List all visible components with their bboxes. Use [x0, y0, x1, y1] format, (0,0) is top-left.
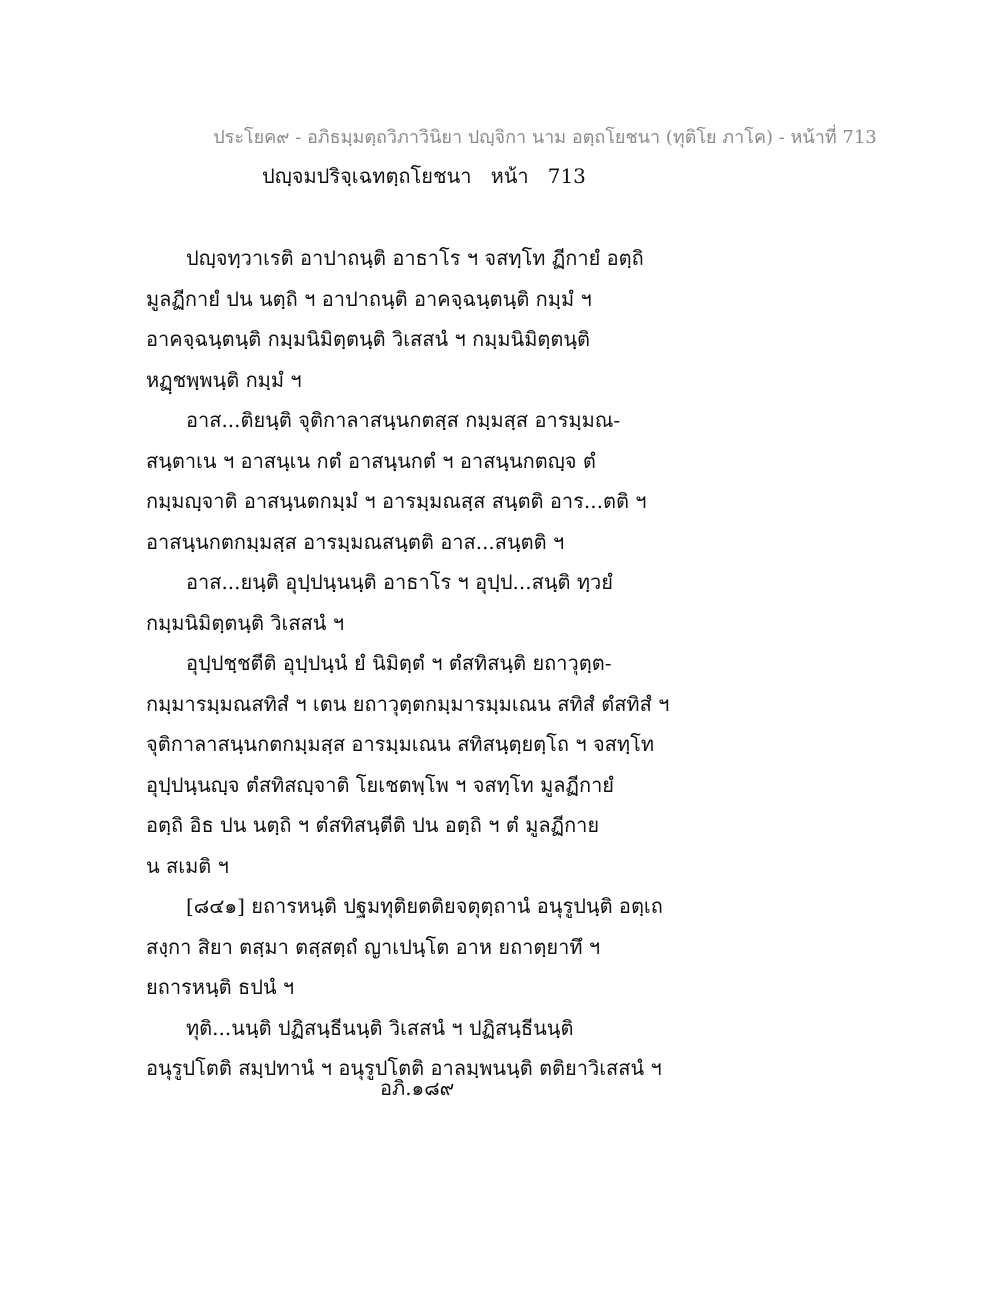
text-line: จุติกาลาสนฺนกตกมฺมสฺส อารมฺมเณน สทิสนฺตฺยตฺโถ ฯ จสทฺโท [146, 732, 654, 756]
text-line: สนฺตาเน ฯ อาสนฺเน กตํ อาสนฺนกตํ ฯ อาสนฺนกตญฺจ ตํ [146, 448, 596, 473]
running-header: ประโยค๙ - อภิธมฺมตฺถวิภาวินิยา ปญฺจิกา นาม อตฺถโยชนา (ทุติโย ภาโค) - หน้าที่ 713 [213, 127, 877, 148]
text-line: อุปฺปนฺนญฺจ ตํสทิสญฺจาติ โยเชตพฺโพ ฯ จสทฺโท มูลฏีกายํ [146, 772, 615, 797]
text-line: มูลฏีกายํ ปน นตฺถิ ฯ อาปาถนฺติ อาคจฺฉนฺตนฺติ กมฺมํ ฯ [146, 286, 592, 311]
text-line: อุปฺปชฺชตีติ อุปฺปนฺนํ ยํ นิมิตฺตํ ฯ ตํสทิสนฺติ ยถาวุตฺต- [186, 651, 612, 675]
page-label: หน้า [490, 164, 529, 188]
page-heading [262, 160, 586, 192]
text-line: อาส...ติยนฺติ จุติกาลาสนฺนกตสฺส กมฺมสฺส อารมฺมณ- [186, 408, 621, 432]
text-line: อาสนฺนกตกมฺมสฺส อารมฺมณสนฺตติ อาส...สนฺตติ ฯ [146, 529, 565, 554]
text-line: ทุติ...นนฺติ ปฏิสนฺธีนนฺติ วิเสสนํ ฯ ปฏิสนฺธีนนฺติ [186, 1015, 574, 1040]
body-text [146, 238, 706, 1089]
text-line: สงฺกา สิยา ตสฺมา ตสฺสตฺถํ ญาเปนฺโต อาห ยถาตฺยาทึ ฯ [146, 934, 601, 959]
text-line: อตฺถิ อิธ ปน นตฺถิ ฯ ตํสทิสนฺตีติ ปน อตฺถิ ฯ ตํ มูลฏีกาย [146, 813, 600, 837]
text-line: กมฺมญฺจาติ อาสนฺนตกมฺมํ ฯ อารมฺมณสฺส สนฺตติ อาร...ตติ ฯ [146, 489, 647, 513]
text-line: กมฺมนิมิตฺตนฺติ วิเสสนํ ฯ [146, 610, 345, 635]
text-line: กมฺมารมฺมณสทิสํ ฯ เตน ยถาวุตฺตกมฺมารมฺมเณน สทิสํ ตํสทิสํ ฯ [146, 691, 670, 716]
page-footer: อภิ.๑๘๙ [380, 1076, 455, 1100]
text-line: อนุรูปโตติ สมฺปทานํ ฯ อนุรูปโตติ อาลมฺพนนฺติ ตติยาวิเสสนํ ฯ [146, 1056, 662, 1080]
text-line: ปญฺจทฺวาเรติ อาปาถนฺติ อาธาโร ฯ จสทฺโท ฏีกายํ อตฺถิ [186, 246, 644, 270]
text-line: ยถารหนฺติ ธปนํ ฯ [146, 975, 295, 999]
page-number: 713 [547, 164, 586, 188]
section-title: ปญฺจมปริจฺเฉทตฺถโยชนา [262, 164, 472, 188]
text-line: น สเมติ ฯ [146, 853, 229, 878]
text-line: [๘๔๑] ยถารหนฺติ ปฐมทุติยตติยจตุตฺถานํ อนุรูปนฺติ อตฺเถ [186, 894, 663, 918]
text-line: อาส...ยนฺติ อุปฺปนฺนนฺติ อาธาโร ฯ อุปฺป...สนฺติ ทฺวยํ [186, 570, 613, 594]
text-line: อาคจฺฉนฺตนฺติ กมฺมนิมิตฺตนฺติ วิเสสนํ ฯ กมฺมนิมิตฺตนฺติ [146, 327, 591, 351]
text-line: หฏฺชพฺพนฺติ กมฺมํ ฯ [146, 367, 302, 392]
